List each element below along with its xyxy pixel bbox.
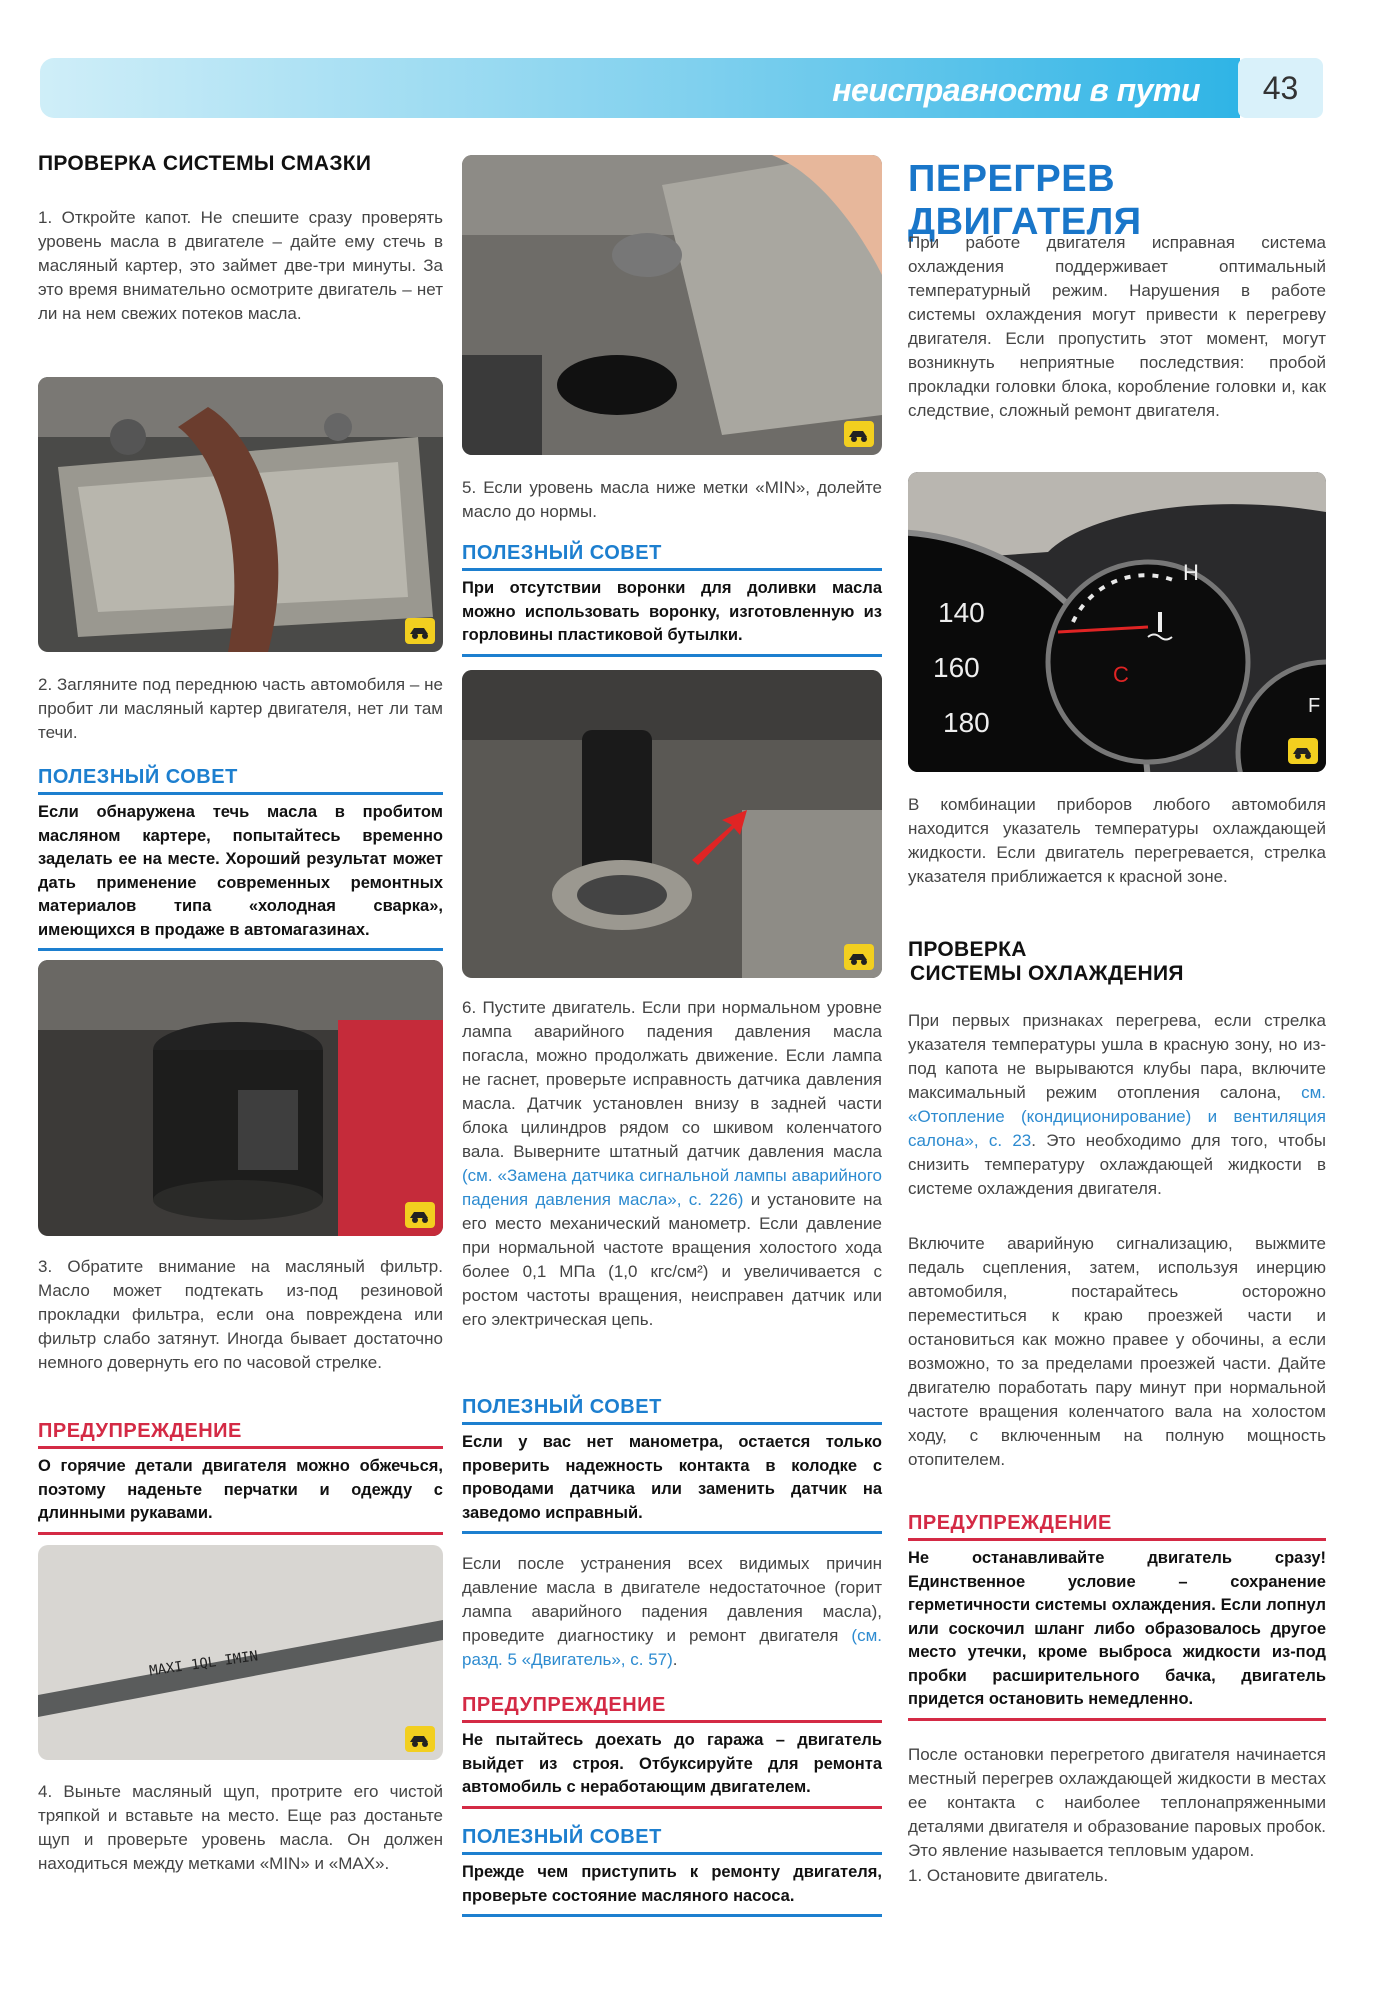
instrument-cluster-photo (908, 472, 1326, 772)
section-title: неисправности в пути (832, 72, 1200, 108)
gauge-c-label: C (1113, 662, 1129, 687)
car-tools-icon (405, 618, 435, 644)
car-tools-icon (405, 1202, 435, 1228)
tip-4-body: Прежде чем приступить к ремонту двигателя, проверьте состояние масляного насоса. (462, 1863, 882, 1905)
overheating-heading: ПЕРЕГРЕВ ДВИГАТЕЛЯ (908, 158, 1142, 243)
oil-filter-photo (38, 960, 443, 1236)
warning-3-rule (908, 1718, 1326, 1721)
tip-box-2 (462, 542, 882, 657)
warning-2-body: Не пытайтесь доехать до гаража – двигатель выйдет из строя. Отбуксируйте для ремонта автомобиль с неработающим двигателем. (462, 1731, 882, 1796)
cooling-paragraph-1: При первых признаках перегрева, если стрелка указателя температуры ушла в красную зону, но из-под капота не вырываются клубы пара, включите максимальный режим отопления салона, см. «Отопление (кондиционирование) и вентиляция салона», с. 23. Это необходимо для того, чтобы снизить температуру охлаждающей жидкости в системе охлаждения двигателя. (908, 1011, 1326, 1198)
tip-2-body: При отсутствии воронки для доливки масла можно использовать воронку, изготовленную из горловины пластиковой бутылки. (462, 579, 882, 644)
tip-box-4 (462, 1826, 882, 1917)
warning-box-1 (38, 1420, 443, 1535)
step-6-text: 6. Пустите двигатель. Если при нормальном уровне лампа аварийного падения давления масла погасла, можно продолжать движение. Если лампа не гаснет, проверьте исправность датчика давления масла. Датчик установлен внизу в задней части блока цилиндров рядом со шкивом коленчатого вала. Выверните штатный датчик давления масла (см. «Замена датчика сигнальной лампы аварийного падения давления масла», с. 226) и установите на его место механический манометр. Если давление при нормальной частоте вращения холостого хода более 0,1 МПа (1,0 кгс/см²) и увеличивается с ростом частоты вращения, неисправен датчик или его электрическая цепь. (462, 998, 882, 1329)
step-4-text: 4. Выньте масляный щуп, протрите его чистой тряпкой и вставьте на место. Еще раз достаньте щуп и проверьте уровень масла. Он должен находиться между метками «MIN» и «MAX». (38, 1782, 443, 1873)
heating-section-link[interactable]: см. «Отопление (кондиционирование) и вентиляция салона», с. 23 (908, 1083, 1326, 1150)
oil-filler-photo (462, 155, 882, 455)
oil-pressure-sensor-photo (462, 670, 882, 978)
engine-oil-pan-photo (38, 377, 443, 652)
gauge-label-180: 180 (943, 707, 990, 738)
car-tools-icon (844, 421, 874, 447)
cooling-paragraph-2: Включите аварийную сигнализацию, выжмите педаль сцепления, затем, используя инерцию автомобиля, постарайтесь осторожно переместиться к краю проезжей части и остановиться как можно правее у обочины, а если возможно, то за пределами проезжей части. Дайте двигателю поработать пару минут при нормальной частоте вращения коленчатого вала на холостом ходу, с включенным на полную мощность отопителем. (908, 1234, 1326, 1469)
gauge-label-140: 140 (938, 597, 985, 628)
tip-4-rule (462, 1914, 882, 1917)
warning-1-rule (38, 1532, 443, 1535)
tip-1-title: ПОЛЕЗНЫЙ СОВЕТ (38, 766, 443, 795)
tip-1-rule (38, 948, 443, 951)
gauge-f-label: F (1308, 695, 1321, 717)
warning-2-title: ПРЕДУПРЕЖДЕНИЕ (462, 1694, 882, 1723)
stop-engine-step: 1. Остановите двигатель. (908, 1866, 1109, 1885)
warning-2-rule (462, 1806, 882, 1809)
warning-3-title: ПРЕДУПРЕЖДЕНИЕ (908, 1512, 1326, 1541)
dipstick-marks: MAXI 1QL IMIN (148, 1648, 260, 1680)
car-tools-icon (844, 944, 874, 970)
gauge-label-160: 160 (933, 652, 980, 683)
warning-3-body: Не останавливайте двигатель сразу! Единственное условие – сохранение герметичности системы охлаждения. Если лопнул или соскочил шланг либо образовалось другое место утечки, кроме выброса жидкости из-под пробки расширительного бачка, двигатель придется остановить немедленно. (908, 1549, 1326, 1708)
tip-2-rule (462, 654, 882, 657)
cluster-caption: В комбинации приборов любого автомобиля находится указатель температуры охлаждающей жидкости. Если двигатель перегревается, стрелка указателя приближается к красной зоне. (908, 795, 1326, 886)
warning-box-2 (462, 1694, 882, 1809)
tip-1-body: Если обнаружена течь масла в пробитом масляном картере, попытайтесь временно заделать ее на месте. Хороший результат может дать применение современных ремонтных материалов типа «холодная сварка», имеющихся в продаже в автомагазинах. (38, 803, 443, 939)
tip-2-title: ПОЛЕЗНЫЙ СОВЕТ (462, 542, 882, 571)
cooling-check-heading: ПРОВЕРКА СИСТЕМЫ ОХЛАЖДЕНИЯ (908, 938, 1184, 985)
after-repair-text: Если после устранения всех видимых причин давление масла в двигателе недостаточное (горит лампа аварийного падения давления масла), проведите диагностику и ремонт двигателя (см. разд. 5 «Двигатель», с. 57). (462, 1554, 882, 1669)
step-2-text: 2. Загляните под переднюю часть автомобиля – не пробит ли масляный картер двигателя, нет ли там течи. (38, 675, 443, 742)
step-3-text: 3. Обратите внимание на масляный фильтр. Масло может подтекать из-под резиновой прокладки фильтра, если она повреждена или фильтр слабо затянут. Иногда бывает достаточно немного довернуть его по часовой стрелке. (38, 1257, 443, 1372)
step-1-text: 1. Откройте капот. Не спешите сразу проверять уровень масла в двигателе – дайте ему стечь в масляный картер, это займет две-три минуты. За это время внимательно осмотрите двигатель – нет ли на нем свежих потеков масла. (38, 208, 443, 323)
step-5-text: 5. Если уровень масла ниже метки «MIN», долейте масло до нормы. (462, 478, 882, 521)
tip-3-body: Если у вас нет манометра, остается только проверить надежность контакта в колодке с проводами датчика или заменить датчик на заведомо исправный. (462, 1433, 882, 1522)
car-tools-icon (405, 1726, 435, 1752)
tip-box-3 (462, 1396, 882, 1534)
car-tools-icon (1288, 738, 1318, 764)
gauge-h-label: H (1183, 560, 1199, 585)
engine-section-link[interactable]: (см. разд. 5 «Двигатель», с. 57) (462, 1626, 882, 1669)
sensor-replacement-link[interactable]: (см. «Замена датчика сигнальной лампы аварийного падения давления масла», с. 226) (462, 1166, 882, 1209)
thermal-shock-paragraph: После остановки перегретого двигателя начинается местный перегрев охлаждающей жидкости в местах ее контакта с наиболее теплонапряженными деталями двигателя и образование паровых пробок. Это явление называется тепловым ударом. (908, 1745, 1326, 1860)
dipstick-photo (38, 1545, 443, 1760)
tip-box-1 (38, 766, 443, 951)
page-number: 43 (1238, 58, 1323, 118)
tip-3-rule (462, 1531, 882, 1534)
overheating-intro: При работе двигателя исправная система охлаждения поддерживает оптимальный температурный режим. Нарушения в работе системы охлаждения могут привести к перегреву двигателя. Если пропустить этот момент, могут возникнуть неприятные последствия: пробой прокладки головки блока, коробление головки и, как следствие, сложный ремонт двигателя. (908, 233, 1326, 420)
warning-1-body: О горячие детали двигателя можно обжечься, поэтому наденьте перчатки и одежду с длинными рукавами. (38, 1457, 443, 1522)
tip-3-title: ПОЛЕЗНЫЙ СОВЕТ (462, 1396, 882, 1425)
lubrication-heading: ПРОВЕРКА СИСТЕМЫ СМАЗКИ (38, 152, 372, 175)
warning-box-3 (908, 1512, 1326, 1721)
tip-4-title: ПОЛЕЗНЫЙ СОВЕТ (462, 1826, 882, 1855)
warning-1-title: ПРЕДУПРЕЖДЕНИЕ (38, 1420, 443, 1449)
